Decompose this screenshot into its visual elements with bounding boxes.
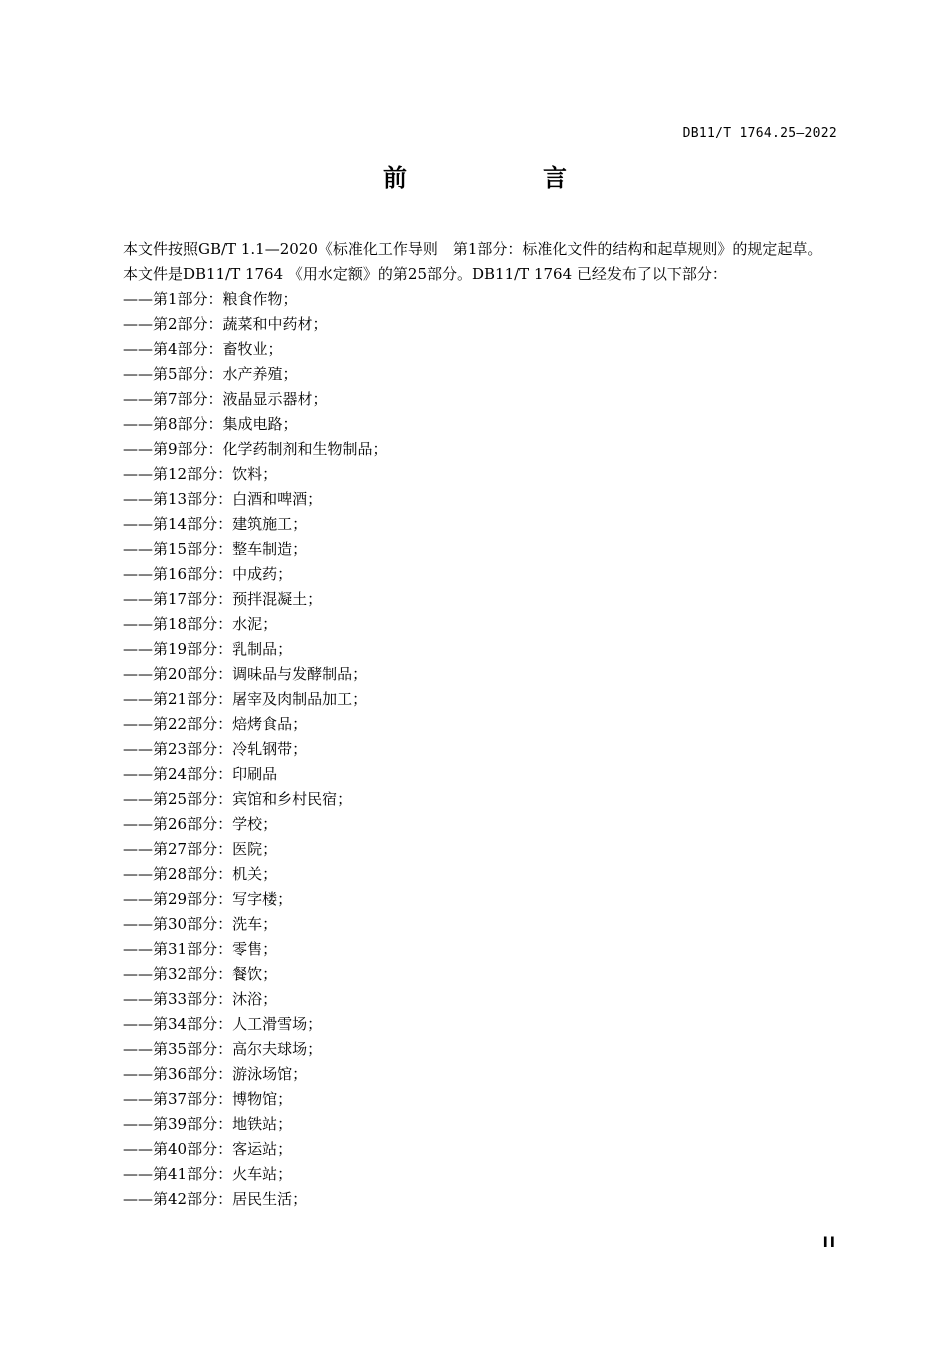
part-list-item: ——第15部分：整车制造； — [123, 540, 308, 558]
part-list-item: ——第28部分：机关； — [123, 865, 278, 883]
published-parts-list — [90, 287, 838, 1212]
part-list-item: ——第13部分：白酒和啤酒； — [123, 490, 323, 508]
page-title: 前 言 — [383, 164, 623, 192]
part-list-item: ——第42部分：居民生活； — [123, 1190, 308, 1208]
part-list-item: ——第34部分：人工滑雪场； — [123, 1015, 323, 1033]
part-list-item: ——第19部分：乳制品； — [123, 640, 293, 658]
part-list-item: ——第1部分：粮食作物； — [123, 290, 298, 308]
part-list-item: ——第17部分：预拌混凝土； — [123, 590, 323, 608]
part-list-item: ——第36部分：游泳场馆； — [123, 1065, 308, 1083]
part-list-item: ——第31部分：零售； — [123, 940, 278, 958]
part-list-item: ——第32部分：餐饮； — [123, 965, 278, 983]
part-list-item: ——第37部分：博物馆； — [123, 1090, 293, 1108]
part-list-item: ——第7部分：液晶显示器材； — [123, 390, 328, 408]
part-list-item: ——第35部分：高尔夫球场； — [123, 1040, 323, 1058]
document-body — [90, 237, 838, 1212]
part-list-item: ——第27部分：医院； — [123, 840, 278, 858]
page-number: II — [822, 1235, 837, 1251]
part-list-item: ——第24部分：印刷品 — [123, 765, 278, 783]
part-list-item: ——第30部分：洗车； — [123, 915, 278, 933]
part-list-item: ——第14部分：建筑施工； — [123, 515, 308, 533]
part-list-item: ——第9部分：化学药制剂和生物制品； — [123, 440, 388, 458]
part-list-item: ——第21部分：屠宰及肉制品加工； — [123, 690, 368, 708]
part-list-item: ——第41部分：火车站； — [123, 1165, 293, 1183]
part-list-item: ——第39部分：地铁站； — [123, 1115, 293, 1133]
series-intro-paragraph: 本文件是DB11/T 1764 《用水定额》的第25部分。DB11/T 1764 已经发布了以下部分： — [123, 265, 727, 283]
standard-code: DB11/T 1764.25—2022 — [682, 126, 837, 141]
part-list-item: ——第5部分：水产养殖； — [123, 365, 298, 383]
part-list-item: ——第26部分：学校； — [123, 815, 278, 833]
part-list-item: ——第8部分：集成电路； — [123, 415, 298, 433]
part-list-item: ——第2部分：蔬菜和中药材； — [123, 315, 328, 333]
part-list-item: ——第23部分：冷轧钢带； — [123, 740, 308, 758]
part-list-item: ——第18部分：水泥； — [123, 615, 278, 633]
part-list-item: ——第22部分：焙烤食品； — [123, 715, 308, 733]
part-list-item: ——第4部分：畜牧业； — [123, 340, 283, 358]
drafting-basis-paragraph: 本文件按照GB/T 1.1—2020《标准化工作导则 第1部分：标准化文件的结构和起草规则》的规定起草。 — [123, 240, 823, 258]
part-list-item: ——第20部分：调味品与发酵制品； — [123, 665, 368, 683]
part-list-item: ——第40部分：客运站； — [123, 1140, 293, 1158]
part-list-item: ——第29部分：写字楼； — [123, 890, 293, 908]
part-list-item: ——第16部分：中成药； — [123, 565, 293, 583]
part-list-item: ——第25部分：宾馆和乡村民宿； — [123, 790, 353, 808]
part-list-item: ——第12部分：饮料； — [123, 465, 278, 483]
part-list-item: ——第33部分：沐浴； — [123, 990, 278, 1008]
